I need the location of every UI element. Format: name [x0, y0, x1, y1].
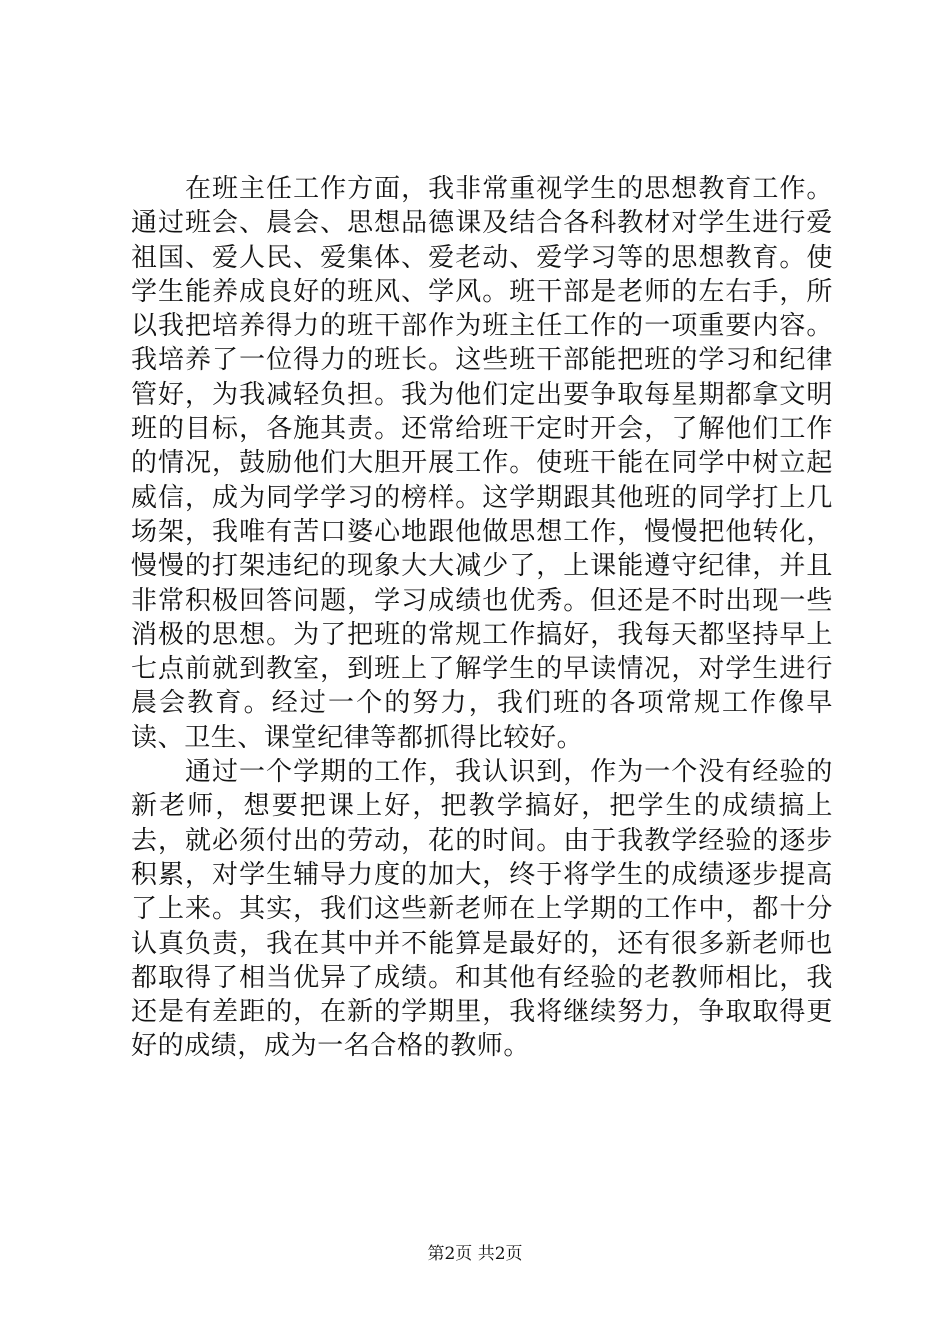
page-number-footer: 第2页 共2页 — [427, 1244, 523, 1264]
paragraph-semester-reflection: 通过一个学期的工作，我认识到，作为一个没有经验的新老师，想要把课上好，把教学搞好，把学生的成绩搞上去，就必须付出的劳动，花的时间。由于我教学经验的逐步积累，对学生辅导力度的加大，终于将学生的成绩逐步提高了上来。其实，我们这些新老师在上学期的工作中，都十分认真负责，我在其中并不能算是最好的，还有很多新老师也都取得了相当优异了成绩。和其他有经验的老教师相比，我还是有差距的，在新的学期里，我将继续努力，争取取得更好的成绩，成为一名合格的教师。 — [131, 757, 833, 1062]
document-body — [131, 172, 833, 1064]
paragraph-class-management: 在班主任工作方面，我非常重视学生的思想教育工作。通过班会、晨会、思想品德课及结合各科教材对学生进行爱祖国、爱人民、爱集体、爱老动、爱学习等的思想教育。使学生能养成良好的班风、学风。班干部是老师的左右手，所以我把培养得力的班干部作为班主任工作的一项重要内容。我培养了一位得力的班长。这些班干部能把班的学习和纪律管好，为我减轻负担。我为他们定出要争取每星期都拿文明班的目标，各施其责。还常给班干定时开会，了解他们工作的情况，鼓励他们大胆开展工作。使班干能在同学中树立起威信，成为同学学习的榜样。这学期跟其他班的同学打上几场架，我唯有苦口婆心地跟他做思想工作，慢慢把他转化，慢慢的打架违纪的现象大大减少了，上课能遵守纪律，并且非常积极回答问题，学习成绩也优秀。但还是不时出现一些消极的思想。为了把班的常规工作搞好，我每天都坚持早上七点前就到教室，到班上了解学生的早读情况，对学生进行晨会教育。经过一个的努力，我们班的各项常规工作像早读、卫生、课堂纪律等都抓得比较好。 — [131, 174, 833, 753]
